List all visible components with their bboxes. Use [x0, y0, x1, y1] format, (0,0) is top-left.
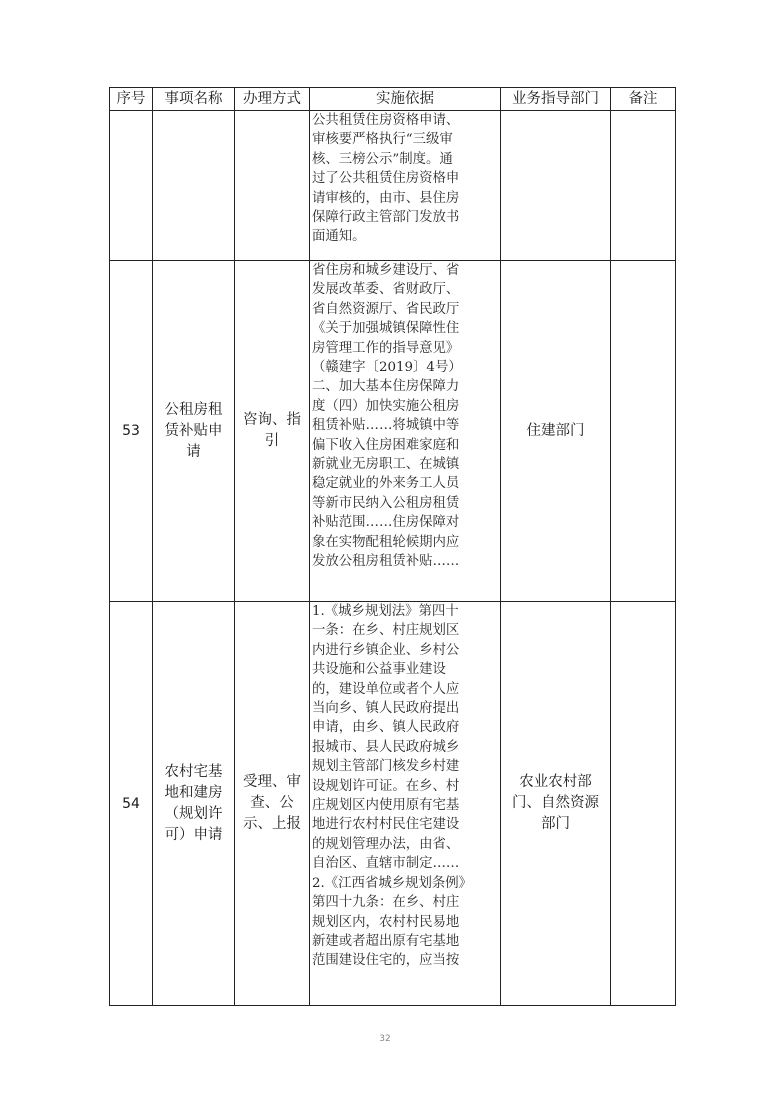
basis-line: 发展改革委、省财政厅、 [312, 282, 460, 298]
basis-line: 核、三榜公示”制度。通 [312, 151, 453, 167]
basis-line: 度（四）加快实施公租房 [312, 398, 460, 414]
basis-line: 审核要严格执行“三级审 [312, 132, 453, 148]
basis-line: 省自然资源厅、省民政厅 [312, 301, 460, 317]
cell-seq: 53 [110, 261, 153, 602]
basis-line: 新就业无房职工、在城镇 [312, 457, 460, 473]
basis-line: 等新市民纳入公租房租赁 [312, 495, 460, 511]
basis-line: 公共租赁住房资格申请、 [312, 113, 460, 128]
basis-line: 省住房和城乡建设厅、省 [312, 263, 460, 278]
header-item-name: 事项名称 [153, 88, 235, 111]
basis-line: 保障行政主管部门发放书 [312, 210, 460, 226]
basis-line: 第四十九条：在乡、村庄 [312, 895, 460, 911]
basis-line: 过了公共租赁住房资格申 [312, 171, 460, 187]
basis-line: 租赁补贴……将城镇中等 [312, 418, 460, 434]
basis-line: 庄规划区内使用原有宅基 [312, 798, 460, 814]
cell-item-name: 公租房租赁补贴申请 [153, 261, 235, 602]
cell-item-name: 农村宅基地和建房（规划许可）申请 [153, 602, 235, 1006]
basis-line: 自治区、直辖市制定…… [312, 856, 460, 872]
cell-note [611, 602, 676, 1006]
basis-line: 2.《江西省城乡规划条例》 [312, 875, 473, 891]
cell-method: 咨询、指引 [235, 261, 310, 602]
table-header-row [110, 88, 676, 111]
basis-line: 申请，由乡、镇人民政府 [312, 720, 460, 736]
basis-line: 偏下收入住房困难家庭和 [312, 437, 460, 453]
cell-basis [310, 261, 501, 602]
header-basis: 实施依据 [310, 88, 501, 111]
basis-line: 规划主管部门核发乡村建 [312, 759, 460, 775]
basis-line: 地进行农村村民住宅建设 [312, 817, 460, 833]
cell-department: 农业农村部门、自然资源部门 [501, 602, 611, 1006]
table-row [110, 111, 676, 261]
header-note: 备注 [611, 88, 676, 111]
basis-line: （赣建字〔2019〕4号） [312, 360, 462, 376]
basis-line: 1.《城乡规划法》第四十 [312, 604, 459, 619]
basis-line: 稳定就业的外来务工人员 [312, 476, 460, 492]
header-seq: 序号 [110, 88, 153, 111]
cell-seq: 54 [110, 602, 153, 1006]
cell-basis [310, 111, 501, 261]
cell-basis [310, 602, 501, 1006]
cell-item-name [153, 111, 235, 261]
basis-line: 当向乡、镇人民政府提出 [312, 701, 460, 717]
basis-line: 报城市、县人民政府城乡 [312, 739, 460, 755]
service-items-table [109, 87, 676, 1006]
basis-line: 请审核的，由市、县住房 [312, 190, 460, 206]
basis-line: 规划区内，农村村民易地 [312, 914, 460, 930]
basis-line: 发放公租房租赁补贴…… [312, 554, 460, 570]
basis-line: 的，建设单位或者个人应 [312, 681, 460, 697]
cell-seq [110, 111, 153, 261]
cell-note [611, 261, 676, 602]
cell-note [611, 111, 676, 261]
table-row [110, 602, 676, 1006]
basis-line: 一条：在乡、村庄规划区 [312, 623, 460, 639]
basis-line: 新建或者超出原有宅基地 [312, 933, 460, 949]
basis-line: 房管理工作的指导意见》 [312, 340, 460, 356]
basis-line: 设规划许可证。在乡、村 [312, 778, 460, 794]
basis-line: 的规划管理办法，由省、 [312, 836, 460, 852]
basis-line: 面通知。 [312, 229, 366, 245]
basis-line: 象在实物配租轮候期内应 [312, 534, 460, 550]
table-row [110, 261, 676, 602]
basis-line: 补贴范围……住房保障对 [312, 515, 460, 531]
basis-line: 《关于加强城镇保障性住 [312, 321, 460, 337]
page-number: 32 [379, 1034, 391, 1044]
cell-department: 住建部门 [501, 261, 611, 602]
basis-line: 共设施和公益事业建设 [312, 662, 446, 678]
cell-method: 受理、审查、公示、上报 [235, 602, 310, 1006]
header-department: 业务指导部门 [501, 88, 611, 111]
cell-department [501, 111, 611, 261]
cell-method [235, 111, 310, 261]
header-method: 办理方式 [235, 88, 310, 111]
basis-line: 内进行乡镇企业、乡村公 [312, 642, 460, 658]
basis-line: 范围建设住宅的，应当按 [312, 953, 460, 969]
basis-line: 二、加大基本住房保障力 [312, 379, 460, 395]
